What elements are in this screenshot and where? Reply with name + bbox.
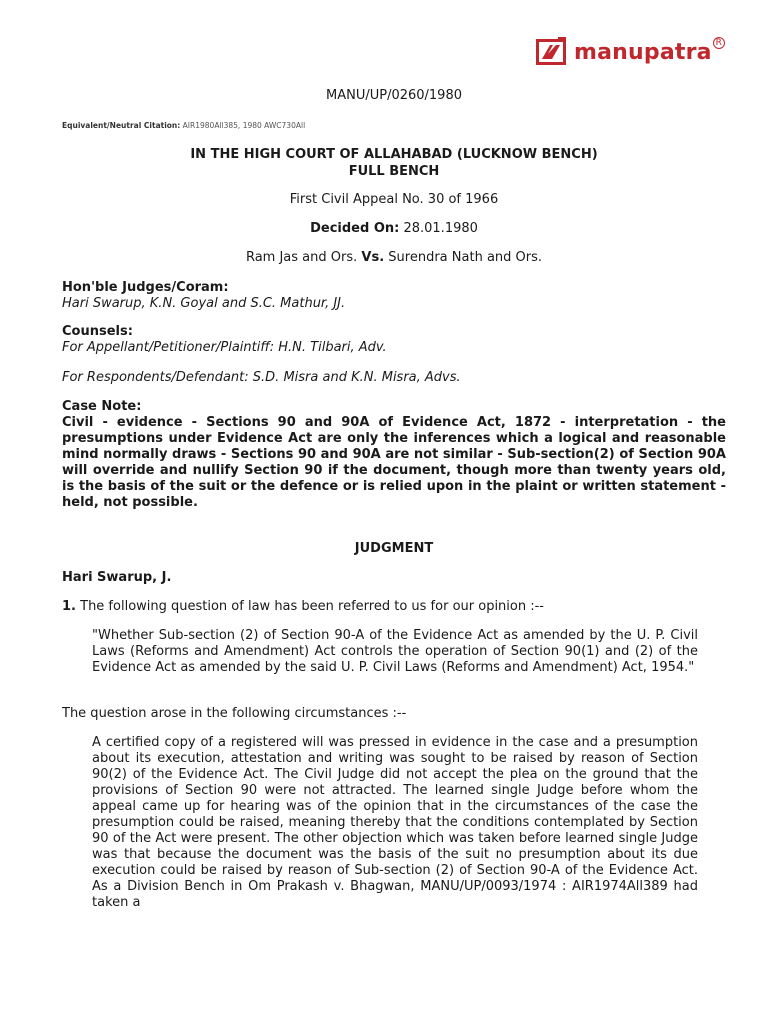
case-note-label: Case Note: <box>62 399 142 414</box>
citation-number: MANU/UP/0260/1980 <box>325 88 462 103</box>
manupatra-logo <box>536 36 725 68</box>
manupatra-logo-icon <box>536 37 570 67</box>
case-note-section <box>62 399 726 511</box>
facts-paragraph: A certified copy of a registered will was pressed in evidence in the case and a presumption about its execution, attestation and writing was sought to be raised by reason of Section 90(2) of the Evidence Act. The Civil Judge did not accept the plea on the ground that the provisions of Section 90 were not attracted. The learned single Judge before whom the appeal came up for hearing was of the opinion that in the circumstances of the case the presumption could be raised, meaning thereby that the conditions contemplated by Section 90 of the Act were present. The other objection which was taken before learned single Judge was that because the document was the basis of the suit no presumption about its due execution could be raised by reason of Sub-section (2) of Section 90-A of the Evidence Act. As a Division Bench in Om Prakash v. Bhagwan, MANU/UP/0093/1974 : AIR1974All389 had taken a <box>92 735 698 910</box>
appellant-counsel: For Appellant/Petitioner/Plaintiff: H.N. Tilbari, Adv. <box>62 340 387 355</box>
paragraph-number: 1. <box>62 599 76 614</box>
counsels-label: Counsels: <box>62 324 133 339</box>
bench-type: FULL BENCH <box>348 164 440 179</box>
respondent-party: Surendra Nath and Ors. <box>388 250 543 265</box>
judges-label: Hon'ble Judges/Coram: <box>62 280 229 295</box>
referred-question-quote: "Whether Sub-section (2) of Section 90-A of the Evidence Act as amended by the U. P. Civil Laws (Reforms and Amendment) Act controls the operation of Section 90(1) and (2) of the Evidence Act as amended by the said U. P. Civil Laws (Reforms and Amendment) Act, 1954." <box>92 628 698 675</box>
judgment-heading: JUDGMENT <box>354 541 434 556</box>
case-note-text: Civil - evidence - Sections 90 and 90A of Evidence Act, 1872 - interpretation - the presumptions under Evidence Act are only the inferences which a logical and reasonable mind normally draws - Sections 90 and 90A are not similar - Sub-section(2) of Section 90A will override and nullify Section 90 if the document, though more than twenty years old, is the basis of the suit or the defence or is relied upon in the plaint or written statement - held, not possible. <box>62 415 726 510</box>
equivalent-citation-value: AIR1980All385, 1980 AWC730All <box>182 121 306 130</box>
counsels-section <box>62 324 726 356</box>
judgment-author: Hari Swarup, J. <box>62 570 172 585</box>
paragraph-1 <box>62 599 726 614</box>
judges-names: Hari Swarup, K.N. Goyal and S.C. Mathur, JJ. <box>62 296 346 311</box>
decided-on-label: Decided On: <box>310 221 400 236</box>
decided-on-date: 28.01.1980 <box>403 221 478 236</box>
respondent-counsel: For Respondents/Defendant: S.D. Misra and K.N. Misra, Advs. <box>62 370 461 385</box>
paragraph-1-text: The following question of law has been referred to us for our opinion :-- <box>80 599 544 614</box>
judges-section <box>62 280 726 312</box>
court-name-line: IN THE HIGH COURT OF ALLAHABAD (LUCKNOW BENCH) <box>190 147 598 162</box>
logo-brand-text: manupatra <box>574 39 712 65</box>
equivalent-citation-label: Equivalent/Neutral Citation: <box>62 121 181 130</box>
equivalent-citation <box>62 121 726 130</box>
appeal-number: First Civil Appeal No. 30 of 1966 <box>289 192 499 207</box>
circumstances-intro: The question arose in the following circumstances :-- <box>62 706 407 721</box>
decided-on <box>62 221 726 236</box>
versus: Vs. <box>361 250 385 265</box>
registered-mark: R <box>713 37 725 49</box>
appellant-party: Ram Jas and Ors. <box>245 250 358 265</box>
court-name <box>62 146 726 180</box>
parties <box>62 250 726 265</box>
